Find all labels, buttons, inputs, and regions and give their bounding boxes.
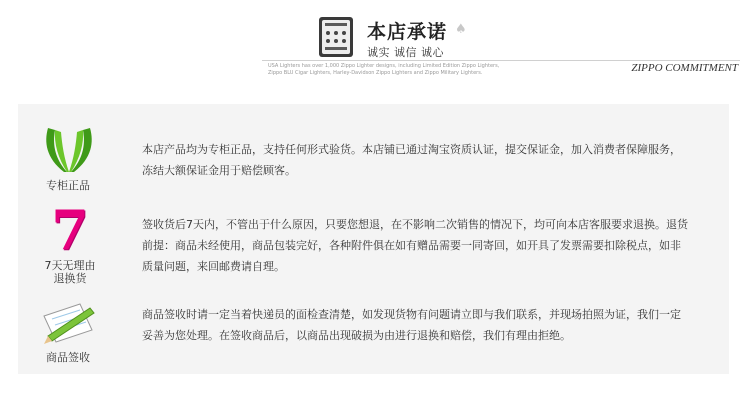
text-line: 质量问题，来回邮费请自理。: [142, 260, 285, 273]
description-line-2: Zippo BLU Cigar Lighters, Harley-Davidson Zippo Lighters and Zippo Military Lighters.: [268, 70, 483, 76]
text-line: 前提：商品未经使用，商品包装完好，各种附件俱在如有赠品需要一同寄回，如开具了发票需要扣除税点，如非: [142, 239, 681, 252]
text-7day-return: [142, 214, 742, 277]
text-line: 签收货后7天内，不管出于什么原因，只要您想退，在不影响二次销售的情况下，均可向本店客服要求退换。退货: [142, 218, 688, 231]
label-line: 退换货: [53, 272, 87, 285]
seven-icon: 7: [51, 198, 89, 262]
divider: [262, 60, 740, 61]
text-line: 冻结大额保证金用于赔偿顾客。: [142, 164, 296, 177]
hands-icon: [42, 124, 96, 176]
page-title: 本店承诺: [367, 21, 448, 43]
text-line: 商品签收时请一定当着快递员的面检查清楚，如发现货物有问题请立即与我们联系，并现场拍照为证，我们一定: [142, 308, 681, 321]
label-7day-return: [32, 259, 108, 285]
label-line: 7天无理由: [44, 259, 96, 272]
description-line-1: USA Lighters has over 1,000 Zippo Lighter designs, including Limited Edition Zippo Lighters,: [268, 63, 500, 69]
text-line: 妥善为您处理。在签收商品后，以商品出现破损为由进行退换和赔偿，我们有理由拒绝。: [142, 329, 571, 342]
label-genuine: 专柜正品: [46, 179, 90, 192]
promise-panel: [18, 104, 729, 374]
lighter-icon: [316, 16, 356, 58]
commitment-heading: ZIPPO COMMITMENT: [631, 62, 738, 74]
text-receipt: [142, 304, 742, 346]
spade-icon: ♠: [455, 22, 467, 37]
label-receipt: 商品签收: [46, 351, 90, 364]
header: [0, 0, 750, 100]
notepad-pen-icon: [40, 300, 98, 346]
text-genuine: [142, 139, 742, 181]
text-line: 本店产品均为专柜正品，支持任何形式验货。本店铺已通过淘宝资质认证，提交保证金，加入消费者保障服务，: [142, 143, 681, 156]
page-subtitle: 诚实 诚信 诚心: [367, 46, 444, 59]
